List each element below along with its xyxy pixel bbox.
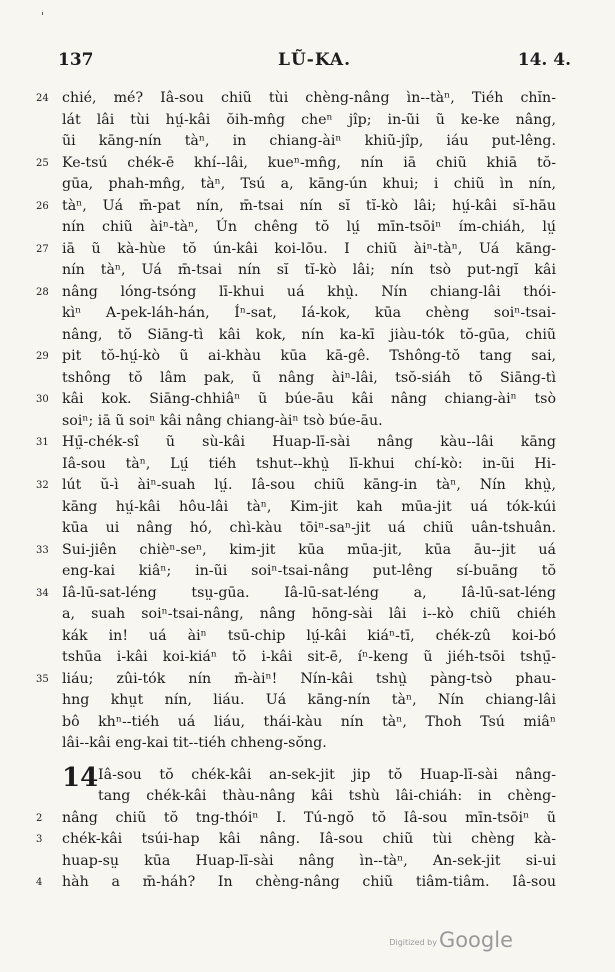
text-line <box>36 765 556 787</box>
line-text: chié, mé? Iâ-sou chiũ tùi chèng-nâng ìn--tàⁿ, Tiéh chĭn- <box>62 90 556 106</box>
line-text: hng khṳt nín, liáu. Uá kāng-nín tàⁿ, Nín chiang-lâi <box>62 692 556 708</box>
verse-number: 29 <box>36 351 49 362</box>
text-line <box>36 174 556 196</box>
text-line <box>36 153 556 175</box>
text-line <box>36 217 556 239</box>
line-text: lâi--kâi eng-kai tit--tiéh chheng-sŏng. <box>62 735 327 751</box>
verse-number: 27 <box>36 243 49 255</box>
text-line <box>36 368 556 390</box>
line-text: nâng chiũ tŏ tng-thóiⁿ I. Tú-ngŏ tŏ Iâ-sou mīn-tsōiⁿ ũ <box>62 809 556 826</box>
verse-number: 30 <box>36 394 49 405</box>
line-text: kák in! uá àiⁿ tsū-chip lṳ́-kâi kiáⁿ-tī, chék-zû koi-bó <box>62 627 556 644</box>
line-text: kìⁿ A-pek-láh-hán, Íⁿ-sat, Iá-kok, kūa chèng soiⁿ-tsai- <box>62 305 556 321</box>
text-line <box>36 497 556 519</box>
text-line <box>36 110 556 132</box>
line-text: huap-sṳ kūa Huap-lī-sài nâng ìn--tàⁿ, An-sek-jit si-ui <box>62 852 556 869</box>
line-text: soiⁿ; iā ũ soiⁿ kâi nâng chiang-àiⁿ tsò búe-āu. <box>62 412 383 429</box>
line-text: nâng, tŏ Siāng-tì kâi kok, nín ka-kī jiàu-tók tŏ-gūa, chiũ <box>62 326 556 343</box>
text-line <box>36 131 556 153</box>
text-line <box>36 583 556 605</box>
text-line <box>36 712 556 734</box>
text-line <box>36 872 556 894</box>
text-line <box>36 432 556 454</box>
line-text: lút ŭ-ì àiⁿ-suah lṳ́. Iâ-sou chiũ kāng-in tàⁿ, Nín khṳ̀, <box>62 477 556 493</box>
text-line <box>36 239 556 261</box>
verse-number: 2 <box>36 812 43 824</box>
text-line <box>36 829 556 851</box>
line-text: liáu; zûi-tók nín m̄-àiⁿ! Nín-kâi tshṳ̀ pàng-tsò phau- <box>62 670 556 687</box>
chapter-number: 14 <box>62 764 99 786</box>
text-line <box>36 475 556 497</box>
text-line <box>36 604 556 626</box>
verse-number: 4 <box>36 877 43 888</box>
line-text: Hṳ̄-chék-sî ũ sù-kâi Huap-lī-sài nâng kàu--lâi kāng <box>62 434 556 450</box>
line-text: chék-kâi tsúi-hap kâi nâng. Iâ-sou chiũ tùi chèng kà- <box>62 831 556 847</box>
text-line <box>36 389 556 411</box>
text-line <box>36 690 556 712</box>
line-text: a, suah soiⁿ-tsai-nâng, nâng hōng-sài lâi i--kò chiũ chiéh <box>62 606 556 622</box>
text-line <box>36 303 556 325</box>
page-number: 137 <box>58 50 94 70</box>
line-text: nín tàⁿ, Uá m̄-tsai nín sĭ tĭ-kò lâi; nín tsò put-ngĭ kâi <box>62 262 556 278</box>
text-line <box>36 561 556 583</box>
line-text: eng-kai kiâⁿ; in-ũi soiⁿ-tsai-nâng put-lêng sí-buāng tŏ <box>62 563 556 579</box>
line-text: kūa ui nâng hó, chì-kàu tōiⁿ-saⁿ-jit uá chiũ uân-tshuân. <box>62 520 556 536</box>
verse-number: 3 <box>36 834 43 845</box>
line-text: Iâ-sou tŏ chék-kâi an-sek-jit jip tŏ Huap-lī-sài nâng- <box>98 766 556 783</box>
text-line <box>36 88 556 110</box>
line-text: gūa, phah-mn̂g, tàⁿ, Tsú a, kāng-ún khui; i chiũ ìn nín, <box>62 176 556 192</box>
text-line <box>36 411 556 433</box>
verse-number: 31 <box>36 437 49 448</box>
text-line <box>36 325 556 347</box>
line-text: nín chiũ àiⁿ-tàⁿ, Ún chêng tŏ lṳ́ mīn-tsōiⁿ ím-chiáh, lṳ́ <box>62 219 556 235</box>
line-text: bô khⁿ--tiéh uá liáu, thái-kàu nín tàⁿ, Thoh Tsú miâⁿ <box>62 713 556 730</box>
page-header <box>58 50 571 74</box>
text-line <box>36 851 556 873</box>
text-line <box>36 786 556 808</box>
line-text: tshông tŏ lâm pak, ũ nâng àiⁿ-lâi, tsŏ-siáh tŏ Siāng-tì <box>62 369 556 386</box>
line-text: hàh a m̄-háh? In chèng-nâng chiũ tiâm-tiâm. Iâ-sou <box>62 874 556 890</box>
text-line <box>36 454 556 476</box>
line-text: Iâ-sou tàⁿ, Lṳ́ tiéh tshut--khṳ̀ lī-khui chí-kò: in-ũi Hi- <box>62 455 556 472</box>
line-text: lát lâi tùi hṳ́-kâi ŏih-mn̂g cheⁿ jîp; in-ũi ũ ke-ke nâng, <box>62 111 556 128</box>
line-text: ũi kāng-nín tàⁿ, in chiang-àiⁿ khiũ-jîp, iáu put-lêng. <box>62 133 556 149</box>
text-line <box>36 733 556 755</box>
text-line <box>36 626 556 648</box>
google-logo-text: Google <box>438 928 513 952</box>
line-text: Ke-tsú chék-ē khí--lâi, kueⁿ-mn̂g, nín iā chiũ khiā tŏ- <box>62 154 556 171</box>
verse-number: 35 <box>36 673 49 685</box>
chapter-verse-reference: 14. 4. <box>517 50 571 70</box>
digitization-watermark <box>389 928 513 952</box>
text-line <box>36 669 556 691</box>
line-text: tàⁿ, Uá m̄-pat nín, m̄-tsai nín sĭ tĭ-kò lâi; hṳ́-kâi sĭ-hāu <box>62 197 556 214</box>
line-text: iā ũ kà-hùe tŏ ún-kâi koi-lōu. I chiũ àiⁿ-tàⁿ, Uá kāng- <box>62 240 556 257</box>
verse-number: 32 <box>36 480 49 491</box>
running-title: LŨ-KA. <box>277 50 352 70</box>
page-body <box>36 88 556 894</box>
line-text: pit tŏ-hṳ́-kò ũ ai-khàu kūa kā-gê. Tshông-tŏ tang sai, <box>62 348 556 364</box>
line-text: nâng lóng-tsóng lī-khui uá khṳ̀. Nín chiang-lâi thói- <box>62 283 556 300</box>
line-text: tshūa i-kâi koi-kiáⁿ tŏ i-kâi sit-ē, íⁿ-keng ũ jiéh-tsōi tshṳ̄- <box>62 649 556 665</box>
text-line <box>36 518 556 540</box>
verse-number: 33 <box>36 544 49 556</box>
line-text: Iâ-lū-sat-léng tsṳ-gūa. Iâ-lū-sat-léng a, Iâ-lū-sat-léng <box>62 584 556 601</box>
text-line <box>36 808 556 830</box>
chapter-gap <box>36 755 556 765</box>
verse-number: 24 <box>36 93 49 104</box>
verse-number: 28 <box>36 286 49 298</box>
line-text: kâi kok. Siāng-chhiâⁿ ũ búe-āu kâi nâng chiang-àiⁿ tsò <box>62 391 556 407</box>
text-line <box>36 346 556 368</box>
text-line <box>36 647 556 669</box>
text-line <box>36 260 556 282</box>
verse-number: 25 <box>36 157 49 169</box>
line-text: tang chék-kâi thàu-nâng kâi tshù lâi-chiáh: in chèng- <box>98 788 556 804</box>
verse-number: 26 <box>36 200 49 212</box>
text-line <box>36 282 556 304</box>
line-text: Sui-jiên chièⁿ-seⁿ, kim-jit kūa mūa-jit, kūa āu--jit uá <box>62 541 556 558</box>
verse-number: 34 <box>36 587 49 599</box>
digitized-by-label: Digitized by <box>389 938 437 947</box>
line-text: kāng hṳ́-kâi hôu-lâi tàⁿ, Kim-jit kah mūa-jit uá tók-kúi <box>62 498 556 515</box>
text-line <box>36 540 556 562</box>
text-line <box>36 196 556 218</box>
page-mark: ' <box>41 10 45 23</box>
